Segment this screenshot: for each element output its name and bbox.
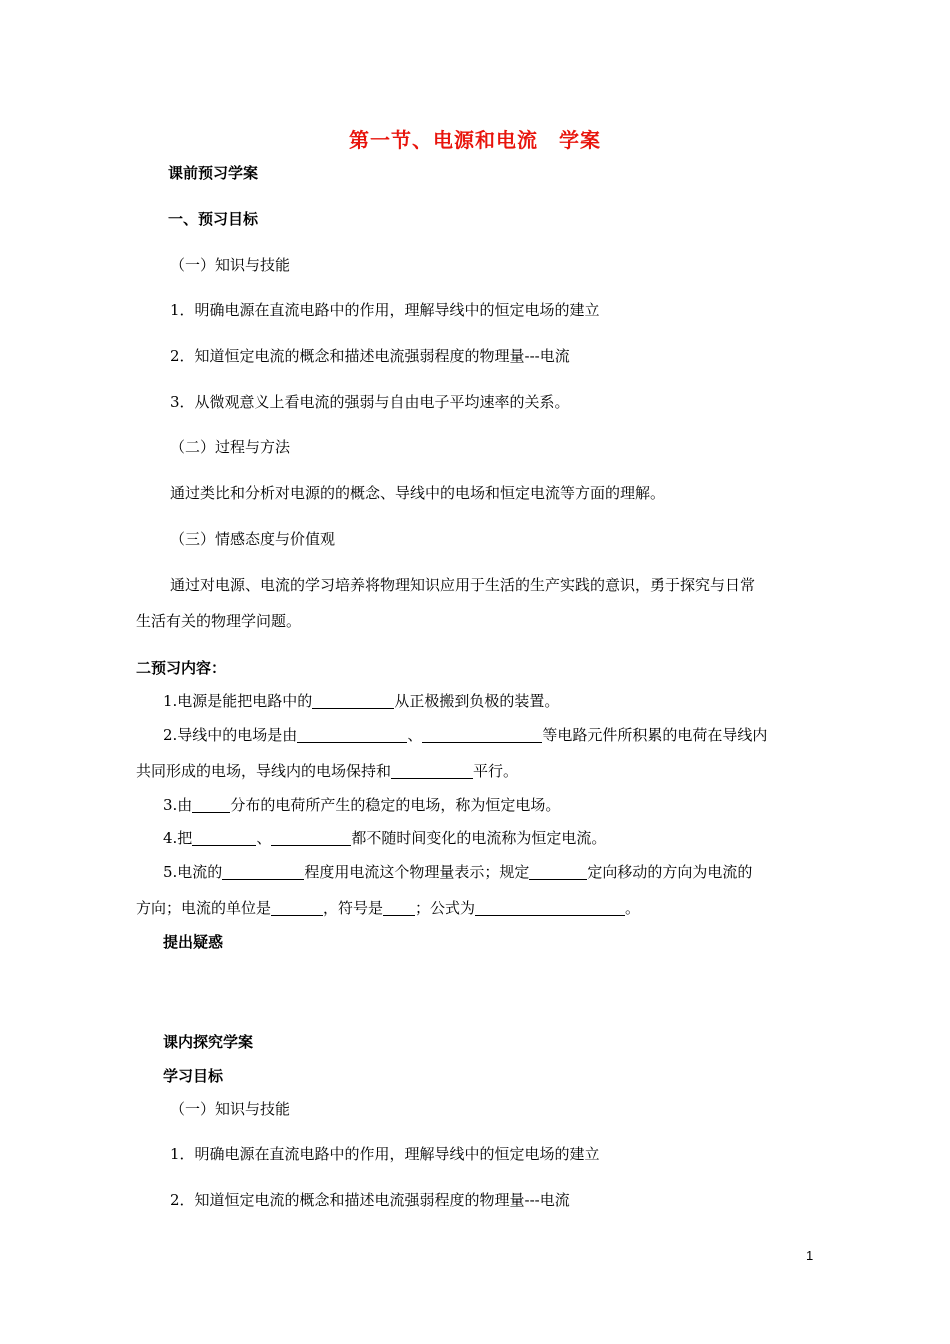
fill-blank[interactable] (222, 863, 304, 880)
question-5-text-f: ；公式为 (415, 899, 476, 917)
question-2-text-c: 共同形成的电场，导线内的电场保持和 (136, 762, 392, 780)
subheading-values: （三）情感态度与价值观 (170, 530, 336, 548)
question-5-text-b: 程度用电流这个物理量表示；规定 (304, 863, 530, 881)
fill-blank[interactable] (297, 726, 407, 743)
fill-blank[interactable] (529, 863, 587, 880)
subheading-process: （二）过程与方法 (170, 438, 291, 456)
question-5-text-d: 方向；电流的单位是 (136, 899, 272, 917)
question-2-text-b: 等电路元件所积累的电荷在导线内 (542, 726, 768, 744)
question-5-continued (136, 898, 640, 918)
question-5-text-e: ，符号是 (323, 899, 384, 917)
question-3 (163, 795, 560, 815)
question-2-continued (136, 761, 518, 781)
process-text: 通过类比和分析对电源的的概念、导线中的电场和恒定电流等方面的理解。 (170, 484, 666, 502)
question-4-text-b: 都不随时间变化的电流称为恒定电流。 (351, 829, 607, 847)
question-4 (163, 828, 606, 848)
section-heading-inclass: 课内探究学案 (163, 1033, 254, 1051)
fill-blank[interactable] (271, 829, 351, 846)
fill-blank[interactable] (391, 762, 473, 779)
fill-blank[interactable] (192, 796, 230, 813)
question-3-text-b: 分布的电荷所产生的稳定的电场，称为恒定电场。 (230, 796, 561, 814)
page-number: 1 (806, 1248, 814, 1263)
content-heading: 二预习内容： (136, 659, 227, 677)
question-5-text-c: 定向移动的方向为电流的 (587, 863, 753, 881)
values-text-line2: 生活有关的物理学问题。 (136, 612, 302, 630)
doubts-heading: 提出疑惑 (163, 933, 224, 951)
question-2-separator: 、 (407, 726, 423, 744)
goal-item-2: 2．知道恒定电流的概念和描述电流强弱程度的物理量---电流 (170, 347, 570, 365)
question-1-text-a: 1.电源是能把电路中的 (163, 692, 313, 710)
fill-blank[interactable] (383, 899, 415, 916)
question-2-text-d: 平行。 (473, 762, 519, 780)
inclass-goal-item-1: 1．明确电源在直流电路中的作用，理解导线中的恒定电场的建立 (170, 1145, 600, 1163)
subheading-knowledge: （一）知识与技能 (170, 256, 291, 274)
fill-blank[interactable] (422, 726, 542, 743)
inclass-goal-item-2: 2．知道恒定电流的概念和描述电流强弱程度的物理量---电流 (170, 1191, 570, 1209)
section-heading-preview: 课前预习学案 (168, 164, 259, 182)
goal-item-3: 3．从微观意义上看电流的强弱与自由电子平均速率的关系。 (170, 393, 570, 411)
inclass-goals-heading: 学习目标 (163, 1067, 224, 1085)
question-2-text-a: 2.导线中的电场是由 (163, 726, 298, 744)
question-1 (163, 691, 559, 711)
fill-blank[interactable] (312, 692, 394, 709)
question-5-text-g: 。 (625, 899, 641, 917)
values-text-line1: 通过对电源、电流的学习培养将物理知识应用于生活的生产实践的意识，勇于探究与日常 (170, 576, 756, 594)
question-3-text-a: 3.由 (163, 796, 193, 814)
fill-blank[interactable] (271, 899, 323, 916)
page-title: 第一节、电源和电流 学案 (349, 128, 601, 152)
inclass-subheading-knowledge: （一）知识与技能 (170, 1100, 291, 1118)
question-2 (163, 725, 767, 745)
question-5 (163, 862, 752, 882)
question-1-text-b: 从正极搬到负极的装置。 (394, 692, 560, 710)
question-4-separator: 、 (256, 829, 272, 847)
fill-blank[interactable] (475, 899, 625, 916)
preview-goals-heading: 一、预习目标 (168, 210, 259, 228)
question-5-text-a: 5.电流的 (163, 863, 223, 881)
goal-item-1: 1．明确电源在直流电路中的作用，理解导线中的恒定电场的建立 (170, 301, 600, 319)
question-4-text-a: 4.把 (163, 829, 193, 847)
fill-blank[interactable] (192, 829, 256, 846)
